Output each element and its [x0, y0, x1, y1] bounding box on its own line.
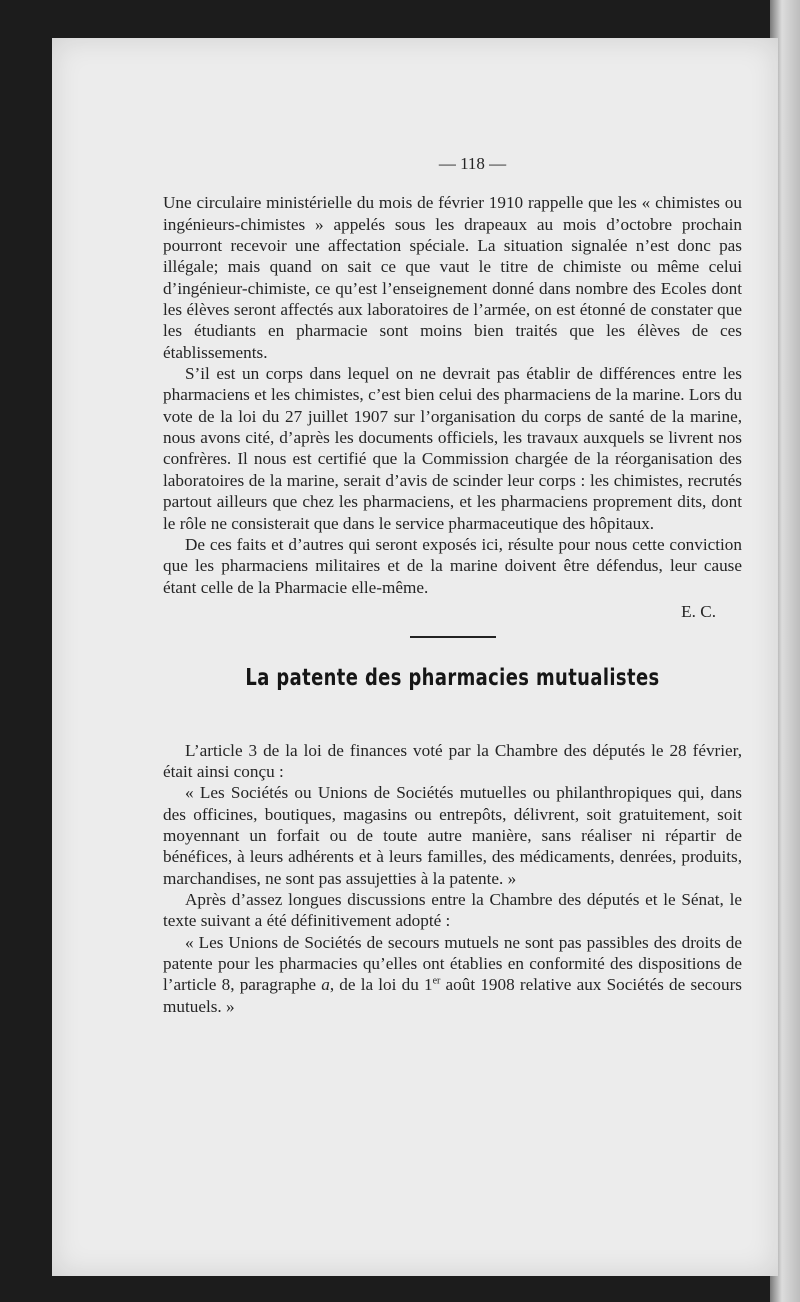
signature: E. C. [681, 601, 716, 621]
paragraph: S’il est un corps dans lequel on ne devrait pas établir de différences entre les pharmaciens et les chimistes, c’est bien celui des pharmaciens de la marine. Lors du vote de la loi du 27 juillet 1907 sur l’organisation du corps de santé de la marine, nous avons cité, d’après les documents officiels, les travaux auxquels se livrent nos confrères. Il nous est certifié que la Commission chargée de la réorganisation des laboratoires de la marine, serait d’avis de scinder leur corps : les chimistes, recrutés partout ailleurs que chez les pharmaciens, et les pharmaciens proprement dits, dont le rôle ne consisterait que dans le service pharmaceutique des hôpitaux. [163, 364, 742, 533]
article-title: La patente des pharmacies mutualistes [245, 665, 660, 692]
superscript: er [432, 975, 441, 987]
paragraph: De ces faits et d’autres qui seront exposés ici, résulte pour nous cette conviction que les pharmaciens militaires et de la marine doivent être défendus, leur cause étant celle de la Pharmacie elle-même. [163, 534, 742, 597]
page-text [163, 153, 742, 1017]
article-body [163, 740, 742, 1017]
quote-letter: a [321, 975, 330, 995]
section-divider [410, 636, 496, 638]
page-number: — 118 — [438, 154, 507, 173]
quoted-text [163, 932, 742, 1017]
quote-part: « Les Unions de Sociétés de secours mutuels ne sont pas passibles des droits de patente pour les pharmacies qu’elles ont établies en conformité des dispositions de l’article 8, paragraphe [163, 932, 742, 995]
quote-part: août 1908 relative aux Sociétés de secours mutuels. » [163, 975, 742, 1016]
paragraph: L’article 3 de la loi de finances voté par la Chambre des députés le 28 février, était ainsi conçu : [163, 740, 742, 781]
paragraph: Une circulaire ministérielle du mois de février 1910 rappelle que les « chimistes ou ingénieurs-chimistes » appelés sous les drapeaux au mois d’octobre prochain pourront recevoir une affectation spéciale. La situation signalée n’est donc pas illégale; mais quand on sait ce que vaut le titre de chimiste ou même celui d’ingénieur-chimiste, ce qu’est l’enseignement donné dans nombre des Ecoles dont les élèves seront affectés aux laboratoires de l’armée, on est étonné de constater que les étudiants en pharmacie sont moins bien traités que les élèves de ces établissements. [163, 193, 742, 362]
paragraph: Après d’assez longues discussions entre la Chambre des députés et le Sénat, le texte suivant a été définitivement adopté : [163, 889, 742, 931]
paragraph: « Les Sociétés ou Unions de Sociétés mutuelles ou philanthropiques qui, dans des officines, boutiques, magasins ou entrepôts, délivrent, soit gratuitement, soit moyennant un forfait ou de toute autre manière, sans réaliser ni répartir de bénéfices, à leurs adhérents et à leurs familles, des médicaments, denrées, produits, marchandises, ne sont pas assujetties à la patente. » [163, 783, 742, 888]
quote-part: , de la loi du 1 [329, 975, 433, 995]
